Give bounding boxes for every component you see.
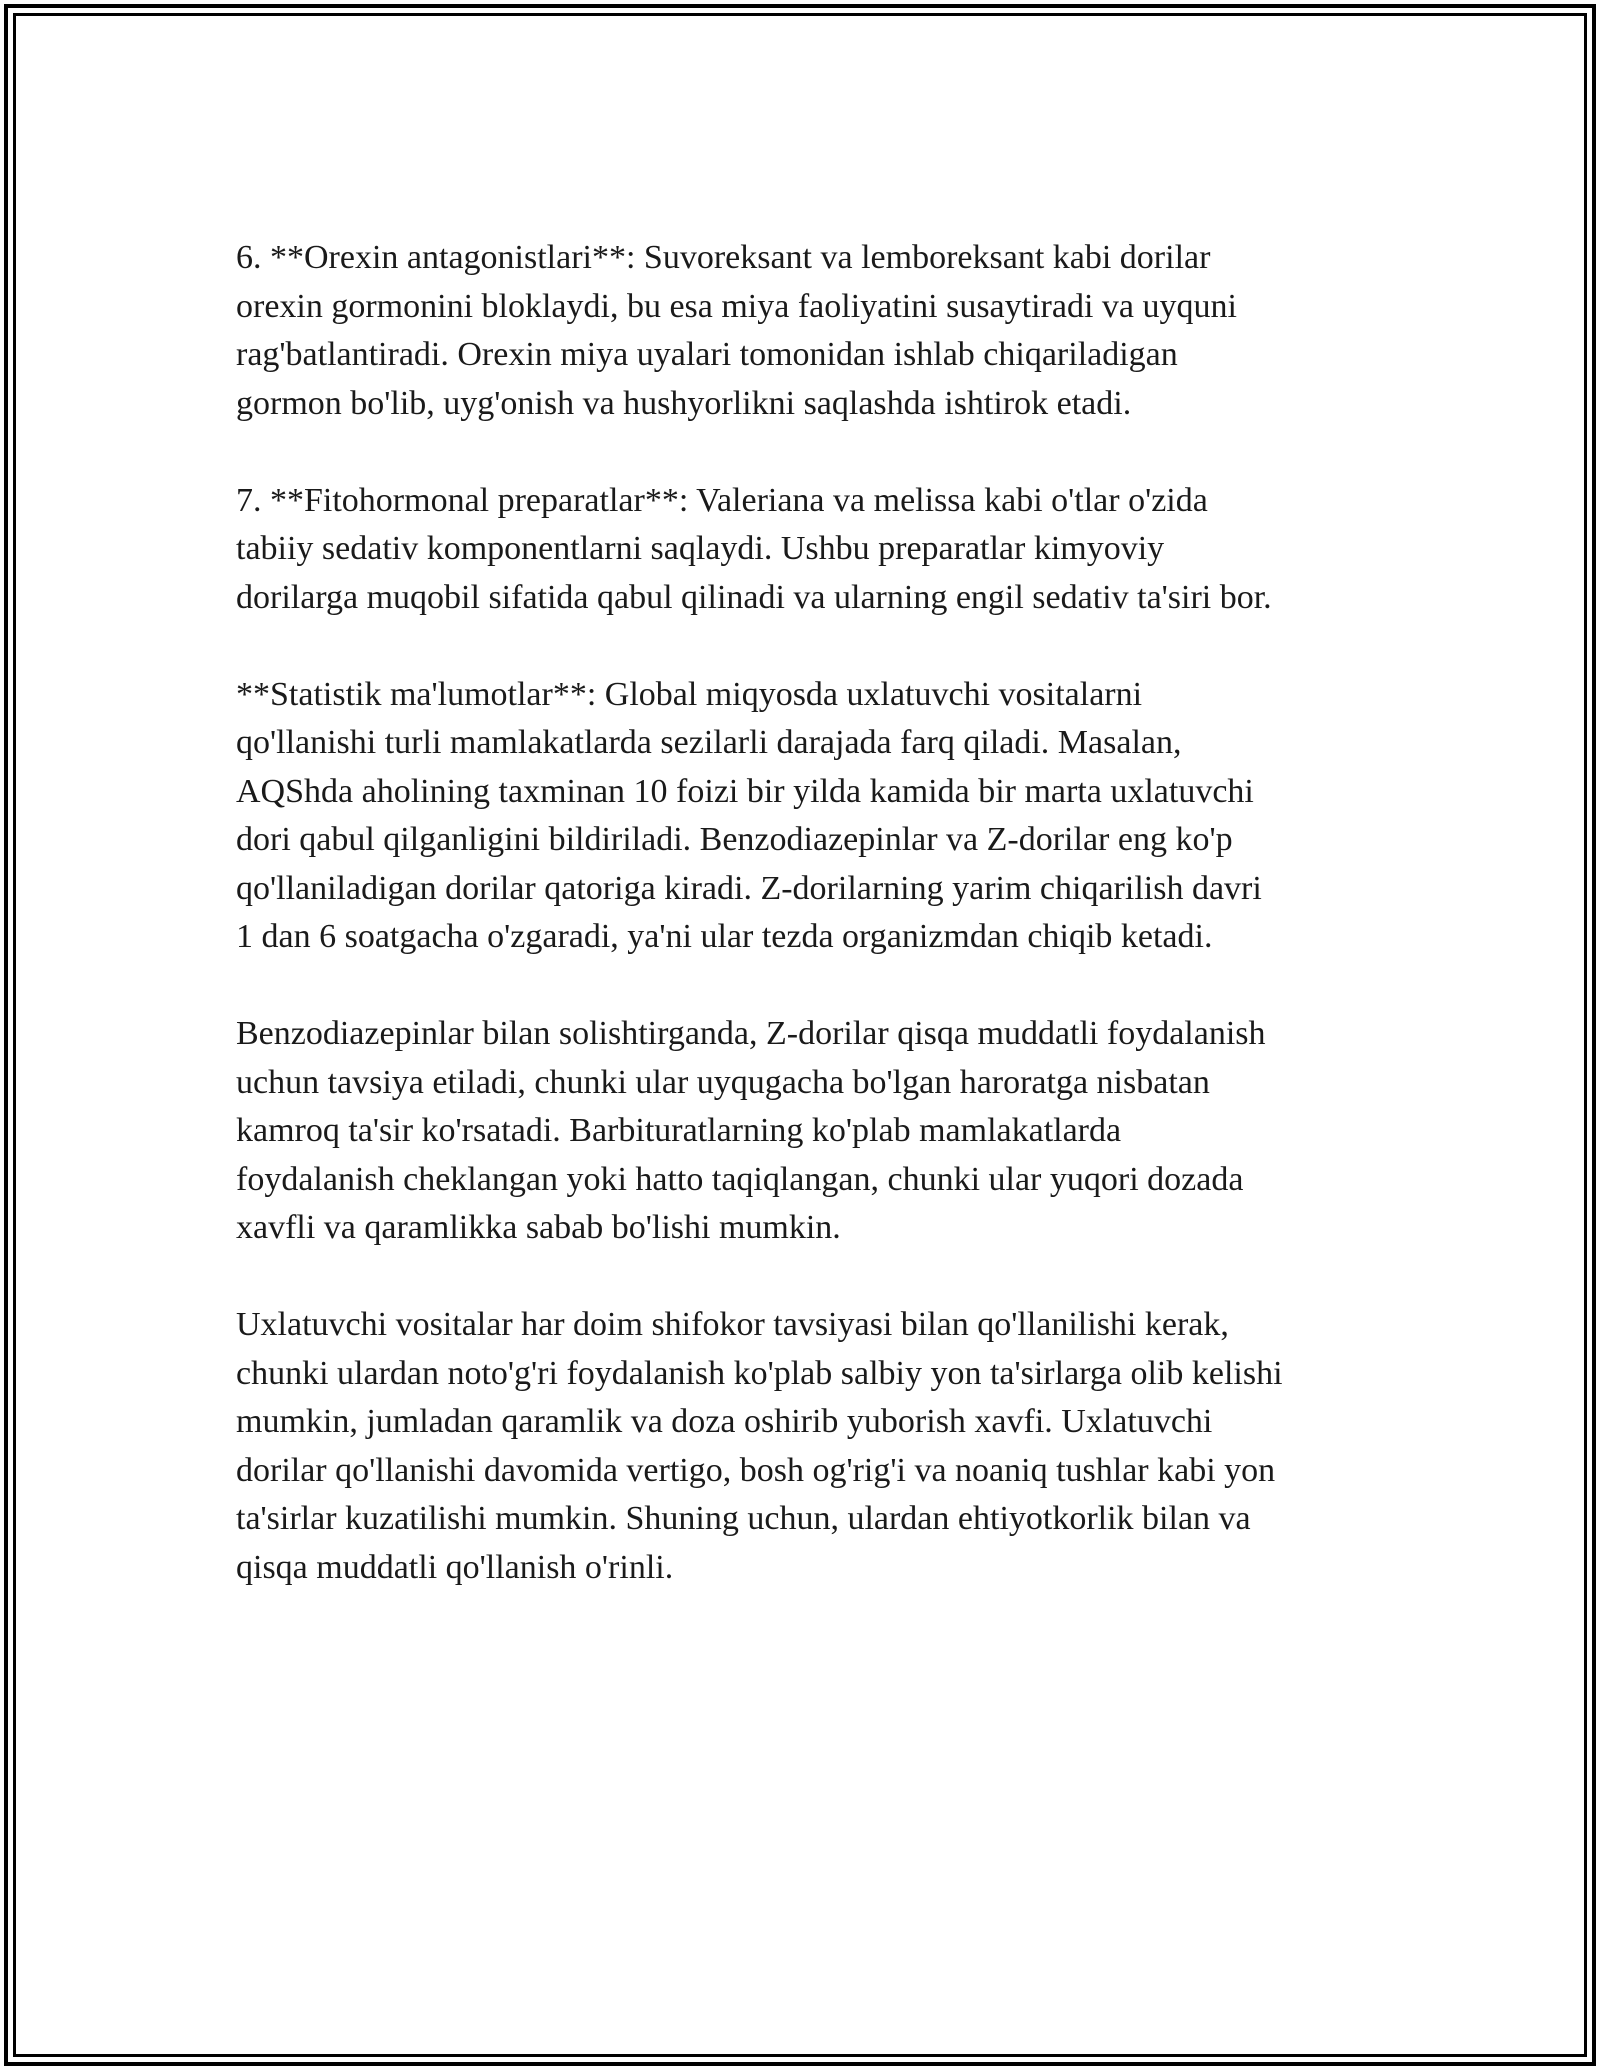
document-body — [236, 234, 1386, 1641]
paragraph-orexin-antagonists — [236, 234, 1386, 428]
paragraph-comparison — [236, 1010, 1386, 1253]
text-line: foydalanish cheklangan yoki hatto taqiqlangan, chunki ular yuqori dozada — [236, 1160, 1244, 1198]
text-line: xavfli va qaramlikka sabab bo'lishi mumkin. — [236, 1209, 841, 1246]
text-line: dorilarga muqobil sifatida qabul qilinadi va ularning engil sedativ ta'siri bor. — [236, 578, 1272, 616]
text-line: orexin gormonini bloklaydi, bu esa miya faoliyatini susaytiradi va uyquni — [236, 287, 1237, 325]
text-line: rag'batlantiradi. Orexin miya uyalari tomonidan ishlab chiqariladigan — [236, 336, 1178, 373]
text-line: 6. **Orexin antagonistlari**: Suvoreksant va lemboreksant kabi dorilar — [236, 239, 1211, 276]
text-line: qisqa muddatli qo'llanish o'rinli. — [236, 1548, 674, 1586]
text-line: kamroq ta'sir ko'rsatadi. Barbituratlarning ko'plab mamlakatlarda — [236, 1112, 1122, 1149]
paragraph-recommendations — [236, 1301, 1386, 1592]
text-line: Uxlatuvchi vositalar har doim shifokor tavsiyasi bilan qo'llanilishi kerak, — [236, 1306, 1229, 1343]
text-line: 1 dan 6 soatgacha o'zgaradi, ya'ni ular tezda organizmdan chiqib ketadi. — [236, 918, 1213, 955]
paragraph-statistics — [236, 671, 1386, 962]
text-line: tabiiy sedativ komponentlarni saqlaydi. Ushbu preparatlar kimyoviy — [236, 530, 1165, 567]
paragraph-phytohormonal — [236, 477, 1386, 623]
text-line: Benzodiazepinlar bilan solishtirganda, Z-dorilar qisqa muddatli foydalanish — [236, 1015, 1266, 1052]
text-line: qo'llanishi turli mamlakatlarda sezilarli darajada farq qiladi. Masalan, — [236, 724, 1182, 761]
text-line: **Statistik ma'lumotlar**: Global miqyosda uxlatuvchi vositalarni — [236, 675, 1143, 713]
text-line: mumkin, jumladan qaramlik va doza oshirib yuborish xavfi. Uxlatuvchi — [236, 1403, 1213, 1440]
text-line: AQShda aholining taxminan 10 foizi bir yilda kamida bir marta uxlatuvchi — [236, 772, 1254, 810]
text-line: 7. **Fitohormonal preparatlar**: Valeriana va melissa kabi o'tlar o'zida — [236, 481, 1208, 519]
text-line: qo'llaniladigan dorilar qatoriga kiradi. Z-dorilarning yarim chiqarilish davri — [236, 869, 1262, 907]
text-line: uchun tavsiya etiladi, chunki ular uyqugacha bo'lgan haroratga nisbatan — [236, 1063, 1210, 1101]
text-line: gormon bo'lib, uyg'onish va hushyorlikni saqlashda ishtirok etadi. — [236, 384, 1132, 422]
text-line: ta'sirlar kuzatilishi mumkin. Shuning uchun, ulardan ehtiyotkorlik bilan va — [236, 1500, 1251, 1537]
text-line: dori qabul qilganligini bildiriladi. Benzodiazepinlar va Z-dorilar eng ko'p — [236, 821, 1233, 858]
text-line: chunki ulardan noto'g'ri foydalanish ko'plab salbiy yon ta'sirlarga olib kelishi — [236, 1354, 1283, 1392]
text-line: dorilar qo'llanishi davomida vertigo, bosh og'rig'i va noaniq tushlar kabi yon — [236, 1451, 1276, 1489]
